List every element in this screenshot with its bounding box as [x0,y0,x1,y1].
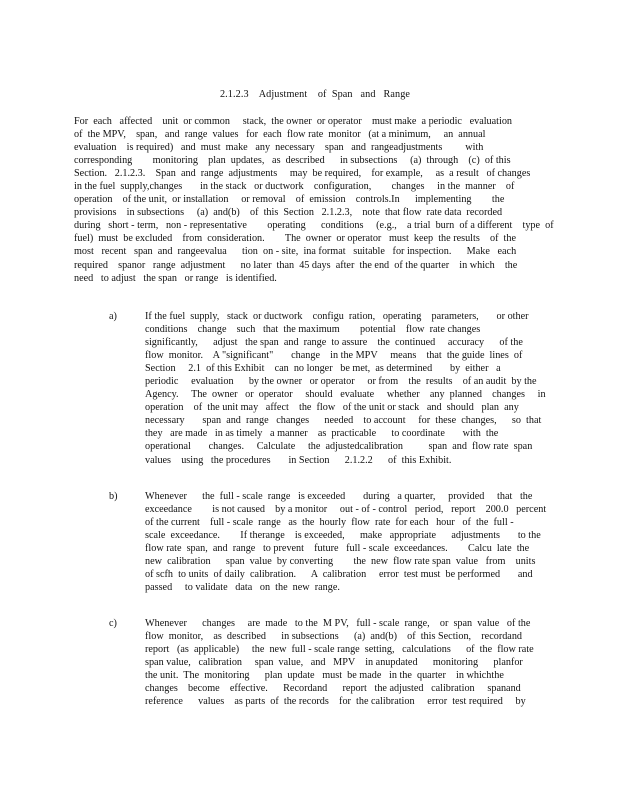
paragraph-line: reference values as parts of the records for the calibration error test required by [145,696,526,708]
paragraph-line: Section 2.1 of this Exhibit can no longer be met, as determined by either a [145,363,501,375]
paragraph-line: operation of the unit, or installation or removal of emission controls.In implementing the [74,194,505,206]
paragraph-line: Whenever the full - scale range is exceeded during a quarter, provided that the [145,491,533,502]
list-item-label: a) [109,311,117,322]
list-item-label: b) [109,491,118,502]
paragraph-line: periodic evaluation by the owner or operator or from the results of an audit by the [145,376,537,388]
section-heading: 2.1.2.3 Adjustment of Span and Range [219,89,411,100]
paragraph-line: required spanor range adjustment no later than 45 days after the end of the quarter in which the [74,259,518,271]
paragraph-line: exceedance is not caused by a monitor out - of - control period, report 200.0 percent [145,504,547,516]
paragraph-line: new calibration span value by converting the new flow rate span value from units [145,556,536,568]
paragraph-line: fuel) must be excluded from consideration. The owner or operator must keep the results of the [74,233,517,245]
paragraph-line: they are made in as timely a manner as practicable to coordinate with the [145,428,499,440]
paragraph-line: values using the procedures in Section 2.1.2.2 of this Exhibit. [145,454,452,466]
paragraph-line: Whenever changes are made to the M PV, full - scale range, or span value of the [145,618,531,629]
paragraph-line: span value, calibration span value, and MPV in anupdated monitoring planfor [145,657,523,669]
list-item-text [145,310,545,467]
list-item-text [145,617,545,708]
paragraph-line: need to adjust the span or range is identified. [74,272,277,284]
paragraph-line: most recent span and rangeevalua tion on - site, ina format suitable for inspection. Make each [74,246,517,258]
paragraph-line: of the MPV, span, and range values for each flow rate monitor (at a minimum, an annual [74,129,486,141]
paragraph-line: during short - term, non - representative operating conditions (e.g., a trial burn of a different type of [74,220,554,232]
paragraph-line: For each affected unit or common stack, the owner or operator must make a periodic evaluation [74,116,513,127]
paragraph-line: in the fuel supply,changes in the stack or ductwork configuration, changes in the manner of [74,181,515,193]
paragraph-line: operational changes. Calculate the adjustedcalibration span and flow rate span [145,441,533,453]
paragraph-line: flow monitor, as described in subsections (a) and(b) of this Section, recordand [145,631,523,643]
paragraph-line: conditions change such that the maximum potential flow rate changes [145,324,481,336]
paragraph-line: operation of the unit may affect the flow of the unit or stack and should plan any [145,402,519,414]
paragraph-line: scale exceedance. If therange is exceeded, make appropriate adjustments to the [145,530,541,542]
paragraph-line: provisions in subsections (a) and(b) of this Section 2.1.2.3, note that flow rate data recorded [74,207,503,219]
paragraph-line: of the current full - scale range as the hourly flow rate for each hour of the full - [145,517,514,529]
paragraph-line: passed to validate data on the new range. [145,582,340,594]
paragraph-line: flow monitor. A "significant" change in the MPV means that the guide lines of [145,350,523,362]
list-item-label: c) [109,618,117,629]
paragraph-line: of scfh to units of daily calibration. A calibration error test must be performed and [145,569,533,581]
list-item-text [145,490,545,594]
paragraph-line: report (as applicable) the new full - scale range setting, calculations of the flow rate [145,644,534,656]
paragraph-line: flow rate span, and range to prevent future full - scale exceedances. Calcu late the [145,543,530,555]
paragraph-line: the unit. The monitoring plan update must be made in the quarter in whichthe [145,670,504,682]
paragraph-line: corresponding monitoring plan updates, as described in subsections (a) through (c) of this [74,155,511,167]
intro-paragraph [74,115,554,285]
paragraph-line: If the fuel supply, stack or ductwork configu ration, operating parameters, or other [145,311,529,322]
paragraph-line: changes become effective. Recordand report the adjusted calibration spanand [145,683,521,695]
paragraph-line: Section. 2.1.2.3. Span and range adjustments may be required, for example, as a result of changes [74,168,531,180]
paragraph-line: Agency. The owner or operator should evaluate whether any planned changes in [145,389,546,401]
paragraph-line: necessary span and range changes needed to account for these changes, so that [145,415,542,427]
paragraph-line: significantly, adjust the span and range to assure the continued accuracy of the [145,337,523,349]
paragraph-line: evaluation is required) and must make any necessary span and rangeadjustments with [74,142,484,154]
